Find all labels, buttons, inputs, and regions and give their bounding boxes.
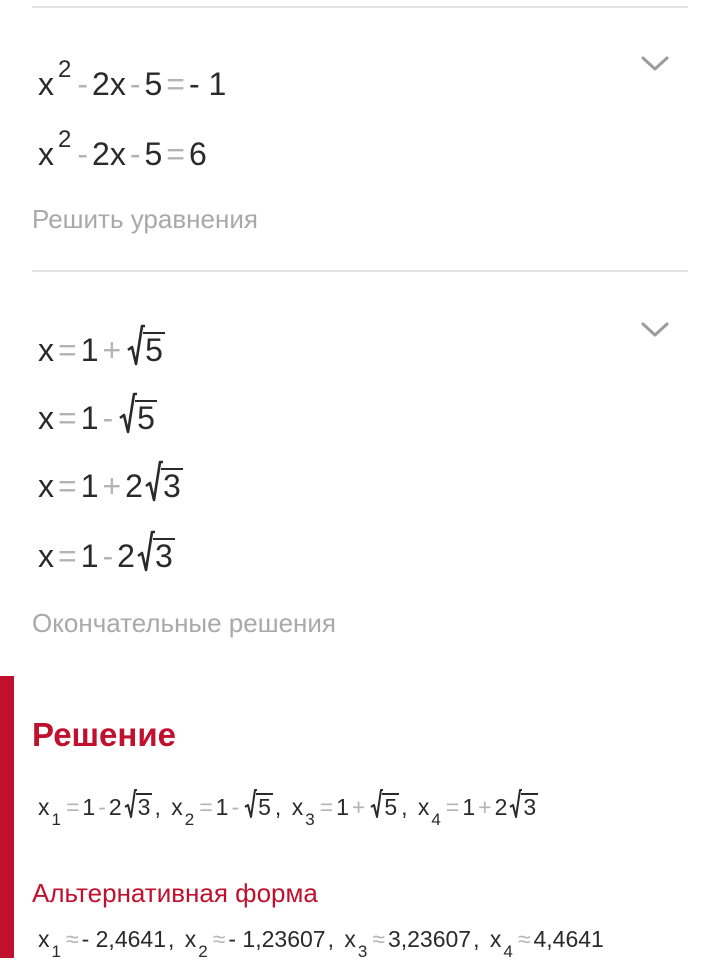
solution-line-3: x = 1 + 2 3	[38, 466, 183, 506]
solution-accent-bar	[0, 676, 14, 958]
square-root: 5	[244, 792, 273, 822]
solution-summary: x $_1$ = 1 - 2 3 , x $_2$ = 1 - 5 , x $_3$ = 1 + 5 , x $_4$ = 1 + 2 3	[38, 792, 538, 825]
square-root: 5	[370, 792, 399, 822]
equation-exponent: 2	[58, 126, 72, 153]
solution-title: Решение	[32, 716, 176, 753]
solution-line-2: x = 1 - 5	[38, 398, 157, 438]
equation-variable: x	[38, 136, 54, 172]
equation-exponent: 2	[58, 56, 72, 83]
square-root: 3	[137, 536, 175, 576]
equation-1: x $^2$ - 2x - 5 = - 1	[38, 56, 227, 102]
equation-2: x $^2$ - 2x - 5 = 6	[38, 126, 207, 172]
section-divider	[32, 270, 688, 272]
alternative-form-values: x $_1$ ≈ - 2,4641, x $_2$ ≈ - 1,23607, x $_3$ ≈ 3,23607, x $_4$ ≈ 4,4641	[38, 926, 604, 961]
square-root: 3	[124, 792, 153, 822]
square-root: 3	[145, 466, 183, 506]
square-root: 5	[119, 398, 157, 438]
equations-caption: Решить уравнения	[32, 204, 258, 234]
chevron-down-icon[interactable]	[640, 318, 670, 342]
square-root: 5	[127, 330, 165, 370]
square-root: 3	[509, 792, 538, 822]
chevron-down-icon[interactable]	[640, 52, 670, 76]
solution-line-4: x = 1 - 2 3	[38, 536, 175, 576]
top-divider	[32, 6, 688, 8]
alternative-form-title: Альтернативная форма	[32, 878, 318, 908]
solution-line-1: x = 1 + 5	[38, 330, 165, 370]
solutions-caption: Окончательные решения	[32, 608, 337, 638]
equation-variable: x	[38, 66, 54, 102]
